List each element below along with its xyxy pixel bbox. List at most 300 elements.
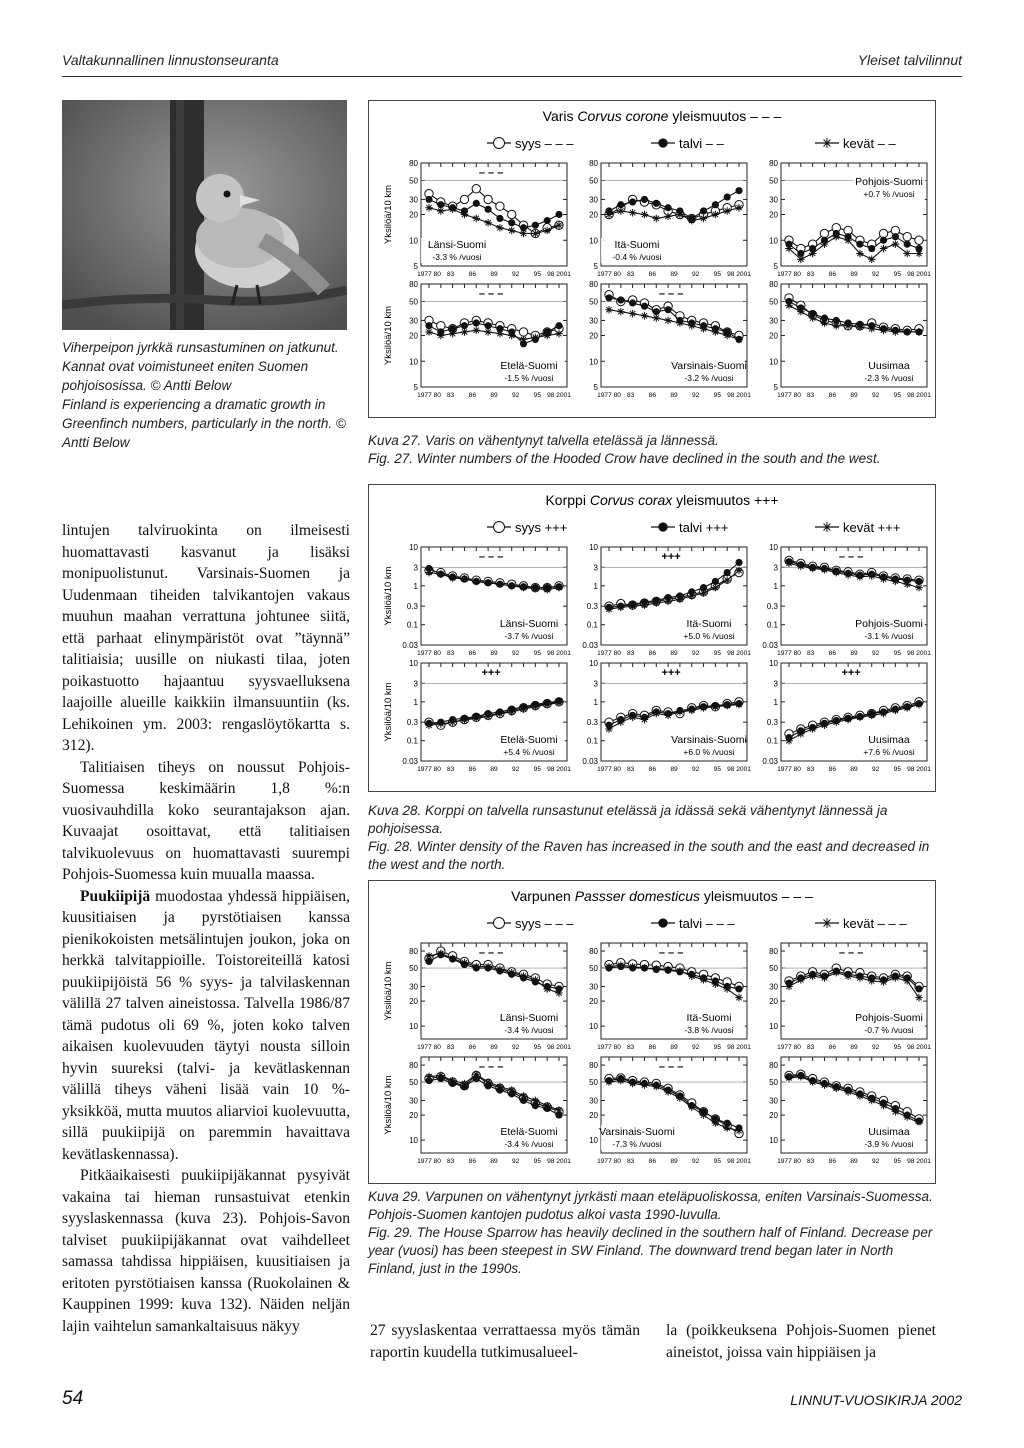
legend-label: talvi +++ bbox=[679, 520, 729, 535]
y-tick-label: 30 bbox=[409, 316, 418, 326]
x-tick-label: 83 bbox=[626, 766, 635, 773]
data-point bbox=[700, 207, 707, 214]
x-tick-label: 1977 80 bbox=[777, 650, 801, 657]
data-point bbox=[473, 319, 480, 326]
legend-label: syys – – – bbox=[515, 916, 574, 931]
series-line bbox=[429, 570, 559, 587]
region-panel bbox=[589, 943, 751, 1051]
series-kevat bbox=[605, 701, 743, 733]
data-point bbox=[508, 227, 516, 235]
x-tick-label: 86 bbox=[828, 392, 837, 399]
caption-fi: Kuva 27. Varis on vähentynyt talvella etelässä ja lännessä. bbox=[368, 433, 719, 448]
data-point bbox=[617, 207, 625, 215]
series-talvi bbox=[425, 565, 562, 591]
data-point bbox=[494, 918, 505, 929]
panel-significance: – – – bbox=[658, 947, 684, 959]
panel-trend: -3.4 % /vuosi bbox=[504, 1139, 554, 1149]
y-tick-label: 5 bbox=[593, 383, 598, 392]
data-point bbox=[555, 330, 563, 338]
data-point bbox=[676, 1094, 684, 1102]
data-point bbox=[712, 328, 720, 336]
panel-significance: +++ bbox=[481, 667, 501, 679]
x-tick-label: 89 bbox=[490, 271, 498, 278]
figure-28-caption bbox=[368, 802, 934, 874]
data-point bbox=[629, 310, 637, 318]
y-tick-label: 10 bbox=[409, 1022, 418, 1032]
region-panel bbox=[409, 159, 571, 278]
x-tick-label: 89 bbox=[850, 650, 858, 657]
panel-trend: +7.6 % /vuosi bbox=[863, 747, 915, 757]
y-tick-label: 20 bbox=[769, 210, 778, 220]
data-point bbox=[723, 332, 731, 340]
series-talvi bbox=[605, 559, 742, 611]
panel-significance: +++ bbox=[661, 551, 681, 563]
data-point bbox=[473, 200, 480, 207]
x-tick-label: 89 bbox=[670, 650, 678, 657]
y-tick-label: 3 bbox=[593, 563, 598, 573]
data-point bbox=[809, 725, 817, 733]
panel-trend: -3.2 % /vuosi bbox=[684, 373, 734, 383]
data-point bbox=[880, 237, 887, 244]
y-tick-label: 5 bbox=[773, 262, 778, 271]
x-tick-label: 98 2001 bbox=[547, 1044, 571, 1051]
x-tick-label: 98 2001 bbox=[727, 392, 751, 399]
y-tick-label: 10 bbox=[769, 1022, 778, 1032]
x-tick-label: 98 2001 bbox=[547, 766, 571, 773]
panel-trend: +5.4 % /vuosi bbox=[503, 747, 555, 757]
x-tick-label: 83 bbox=[446, 766, 455, 773]
y-tick-label: 20 bbox=[409, 210, 418, 220]
legend-item bbox=[815, 520, 900, 535]
figure-29-caption bbox=[368, 1188, 934, 1278]
panel-region-name: Varsinais-Suomi bbox=[599, 1126, 675, 1138]
figure-28-chart bbox=[369, 485, 935, 791]
panel-significance: – – – bbox=[478, 947, 504, 959]
y-tick-label: 10 bbox=[769, 543, 778, 552]
panel-trend: -3.3 % /vuosi bbox=[432, 252, 482, 262]
panel-trend: -3.7 % /vuosi bbox=[504, 631, 554, 641]
x-tick-label: 98 2001 bbox=[727, 766, 751, 773]
data-point bbox=[735, 559, 742, 566]
data-point bbox=[785, 245, 793, 253]
y-tick-label: 50 bbox=[409, 1078, 418, 1088]
paragraph: 27 syyslaskentaa verrattaessa myös tämän raportin kuudella tutkimusalueel- bbox=[370, 1322, 640, 1361]
x-tick-label: 86 bbox=[828, 1158, 837, 1165]
region-panel bbox=[769, 943, 931, 1051]
x-tick-label: 1977 80 bbox=[777, 1044, 801, 1051]
page-number: 54 bbox=[62, 1388, 84, 1409]
panel-region-name: Varsinais-Suomi bbox=[671, 360, 747, 372]
y-tick-label: 30 bbox=[589, 982, 598, 992]
y-tick-label: 0.1 bbox=[406, 620, 418, 630]
y-tick-label: 20 bbox=[769, 997, 778, 1007]
region-panel bbox=[769, 159, 931, 278]
x-tick-label: 1977 80 bbox=[417, 766, 441, 773]
x-tick-label: 92 bbox=[871, 650, 880, 657]
figure-title bbox=[545, 492, 778, 508]
x-tick-label: 1977 80 bbox=[597, 650, 621, 657]
data-point bbox=[658, 138, 667, 147]
x-tick-label: 86 bbox=[648, 1158, 657, 1165]
title-text: Varpunen bbox=[511, 888, 575, 904]
caption-en: Fig. 29. The House Sparrow has heavily declined in the southern half of Finland. Decrease per year (vuosi) has been steepest in SW Finland. The downward trend began later in North Finland, just in the 1990s. bbox=[368, 1225, 933, 1276]
panel-trend: -2.3 % /vuosi bbox=[864, 373, 914, 383]
series-kevat bbox=[605, 204, 743, 224]
data-point bbox=[821, 1081, 829, 1089]
data-point bbox=[425, 1073, 433, 1081]
figure-28 bbox=[368, 484, 936, 792]
data-point bbox=[653, 200, 660, 207]
data-point bbox=[532, 222, 539, 229]
data-point bbox=[723, 1124, 731, 1132]
data-point bbox=[629, 209, 637, 217]
x-tick-label: 89 bbox=[670, 1158, 678, 1165]
x-tick-label: 83 bbox=[446, 1158, 455, 1165]
x-tick-label: 89 bbox=[850, 766, 858, 773]
panel-region-name: Pohjois-Suomi bbox=[855, 1012, 923, 1024]
data-point bbox=[641, 211, 649, 219]
data-point bbox=[629, 714, 637, 722]
x-tick-label: 95 bbox=[533, 271, 542, 278]
region-panel bbox=[589, 1057, 751, 1165]
data-point bbox=[520, 230, 528, 238]
y-tick-label: 0.03 bbox=[582, 641, 598, 650]
region-panel bbox=[582, 659, 751, 773]
data-point bbox=[472, 327, 480, 335]
y-tick-label: 0.1 bbox=[586, 736, 598, 746]
x-tick-label: 95 bbox=[533, 766, 542, 773]
x-tick-label: 86 bbox=[648, 650, 657, 657]
y-tick-label: 0.1 bbox=[406, 736, 418, 746]
data-point bbox=[508, 210, 516, 218]
data-point bbox=[629, 198, 636, 205]
title-trend: yleismuutos +++ bbox=[672, 492, 779, 508]
data-point bbox=[519, 328, 527, 336]
data-point bbox=[712, 211, 720, 219]
y-tick-label: 0.03 bbox=[402, 757, 418, 766]
data-point bbox=[484, 328, 492, 336]
panel-trend: -3.4 % /vuosi bbox=[504, 1025, 554, 1035]
legend-item bbox=[815, 136, 897, 151]
x-tick-label: 92 bbox=[691, 392, 700, 399]
y-tick-label: 50 bbox=[589, 176, 598, 186]
x-tick-label: 89 bbox=[670, 1044, 678, 1051]
x-tick-label: 86 bbox=[648, 766, 657, 773]
x-tick-label: 98 2001 bbox=[547, 650, 571, 657]
x-tick-label: 83 bbox=[806, 766, 815, 773]
panel-region-name: Länsi-Suomi bbox=[427, 239, 487, 251]
data-point bbox=[915, 985, 922, 992]
data-point bbox=[461, 211, 469, 219]
data-point bbox=[544, 217, 551, 224]
y-tick-label: 10 bbox=[589, 1136, 598, 1146]
y-tick-label: 50 bbox=[769, 297, 778, 307]
y-tick-label: 20 bbox=[589, 331, 598, 341]
x-tick-label: 89 bbox=[670, 271, 678, 278]
x-tick-label: 86 bbox=[828, 271, 837, 278]
panel-trend: -3.9 % /vuosi bbox=[864, 1139, 914, 1149]
x-tick-label: 95 bbox=[893, 1158, 902, 1165]
legend-item bbox=[487, 520, 567, 535]
data-point bbox=[904, 241, 911, 248]
x-tick-label: 83 bbox=[806, 392, 815, 399]
panel-region-name: Uusimaa bbox=[868, 360, 910, 372]
x-tick-label: 92 bbox=[691, 650, 700, 657]
x-tick-label: 92 bbox=[511, 271, 520, 278]
data-point bbox=[735, 336, 743, 344]
legend-item bbox=[651, 916, 735, 931]
data-point bbox=[484, 195, 492, 203]
data-point bbox=[735, 204, 743, 212]
caption-en: Fig. 28. Winter density of the Raven has increased in the south and the east and decreased in the west and the north. bbox=[368, 839, 930, 872]
data-point bbox=[724, 193, 731, 200]
y-tick-label: 0.03 bbox=[402, 641, 418, 650]
series-talvi bbox=[785, 1072, 922, 1125]
data-point bbox=[797, 1073, 805, 1081]
x-tick-label: 86 bbox=[468, 766, 477, 773]
series-kevat bbox=[785, 1073, 923, 1127]
y-tick-label: 20 bbox=[769, 1111, 778, 1121]
region-panel bbox=[589, 159, 751, 278]
x-tick-label: 92 bbox=[511, 650, 520, 657]
series-kevat bbox=[785, 302, 923, 336]
x-tick-label: 89 bbox=[850, 271, 858, 278]
region-panel bbox=[769, 1057, 931, 1165]
x-tick-label: 83 bbox=[626, 271, 635, 278]
panel-trend: -0.4 % /vuosi bbox=[612, 252, 662, 262]
data-point bbox=[494, 138, 505, 149]
x-tick-label: 92 bbox=[871, 766, 880, 773]
y-tick-label: 10 bbox=[589, 543, 598, 552]
y-tick-label: 3 bbox=[413, 679, 418, 689]
x-tick-label: 86 bbox=[828, 650, 837, 657]
paragraph-text: muodostaa yhdessä hippiäisen, kuusitiaisen ja pyrstötiaisen kanssa pienikokoisten metsälintujen joukon, joka on herkkä talvitappioille. Toistoreiteillä katosi puukiipijöistä 56 % syys- ja talvilaskennan välillä 27 talven aineistossa. Talvella 1986/87 tämä pudotus oli 69 %, joten koko talven aikaisen kuolevuuden täytyi nousta silloin hyvin suureksi (talvi- ja kevätlaskennan välillä tiheys väheni lisää vain 10 %-yksikköä, mutta muutos aliarvioi kuolevuutta, sillä puukiipijä on paremmin havaittava kevätlaskennassa). bbox=[62, 887, 350, 1163]
legend-label: kevät +++ bbox=[843, 520, 901, 535]
legend-item bbox=[815, 916, 907, 931]
x-tick-label: 92 bbox=[871, 392, 880, 399]
x-tick-label: 92 bbox=[511, 1044, 520, 1051]
region-panel bbox=[769, 280, 931, 399]
caption-en: Fig. 27. Winter numbers of the Hooded Crow have declined in the south and the west. bbox=[368, 451, 881, 466]
caption-fi: Kuva 29. Varpunen on vähentynyt jyrkästi maan eteläpuoliskossa, eniten Varsinais-Suomessa. Pohjois-Suomen kantojen pudotus alkoi vasta 1990-luvulla. bbox=[368, 1189, 933, 1222]
greenfinch-photo bbox=[62, 100, 347, 330]
data-point bbox=[508, 219, 515, 226]
legend-label: kevät – – bbox=[843, 136, 896, 151]
data-point bbox=[658, 522, 667, 531]
panel-region-name: Itä-Suomi bbox=[614, 239, 660, 251]
data-point bbox=[496, 580, 504, 588]
data-point bbox=[461, 328, 469, 336]
figure-title bbox=[511, 888, 813, 904]
region-panel bbox=[762, 659, 931, 773]
series-line bbox=[429, 953, 559, 993]
panel-trend: -7.3 % /vuosi bbox=[612, 1139, 662, 1149]
region-panel bbox=[589, 280, 751, 399]
y-tick-label: 20 bbox=[589, 1111, 598, 1121]
y-tick-label: 1 bbox=[413, 581, 418, 591]
x-tick-label: 92 bbox=[871, 1158, 880, 1165]
series-kevat bbox=[605, 567, 743, 613]
y-axis-label: Yksilöä/10 km bbox=[383, 305, 394, 366]
data-point bbox=[915, 236, 923, 244]
data-point bbox=[797, 255, 805, 263]
data-point bbox=[496, 224, 504, 232]
x-tick-label: 98 2001 bbox=[727, 1158, 751, 1165]
y-tick-label: 20 bbox=[769, 331, 778, 341]
panel-significance: – – – bbox=[478, 288, 504, 300]
x-tick-label: 1977 80 bbox=[417, 392, 441, 399]
panel-significance: – – – bbox=[478, 167, 504, 179]
x-tick-label: 86 bbox=[468, 1158, 477, 1165]
panel-region-name: Etelä-Suomi bbox=[500, 360, 558, 372]
panel-significance: +++ bbox=[841, 667, 861, 679]
panel-trend: +6.0 % /vuosi bbox=[683, 747, 735, 757]
panel-region-name: Etelä-Suomi bbox=[500, 1126, 558, 1138]
y-tick-label: 80 bbox=[769, 159, 778, 168]
x-tick-label: 95 bbox=[893, 392, 902, 399]
y-tick-label: 10 bbox=[589, 659, 598, 668]
y-tick-label: 10 bbox=[409, 659, 418, 668]
data-point bbox=[641, 312, 649, 320]
y-tick-label: 0.1 bbox=[766, 736, 778, 746]
x-tick-label: 1977 80 bbox=[597, 271, 621, 278]
x-tick-label: 95 bbox=[713, 271, 722, 278]
journal-name: LINNUT-VUOSIKIRJA 2002 bbox=[790, 1392, 962, 1408]
y-tick-label: 1 bbox=[773, 581, 778, 591]
x-tick-label: 83 bbox=[626, 392, 635, 399]
data-point bbox=[605, 211, 613, 219]
series-talvi bbox=[425, 196, 562, 231]
legend-label: talvi – – bbox=[679, 136, 724, 151]
data-point bbox=[555, 1106, 563, 1114]
y-tick-label: 10 bbox=[589, 357, 598, 367]
x-tick-label: 1977 80 bbox=[597, 766, 621, 773]
panel-significance: – – – bbox=[838, 551, 864, 563]
y-tick-label: 0.3 bbox=[586, 602, 598, 612]
y-tick-label: 80 bbox=[409, 280, 418, 289]
x-tick-label: 1977 80 bbox=[777, 271, 801, 278]
data-point bbox=[653, 308, 660, 315]
title-text: Korppi bbox=[545, 492, 590, 508]
panel-significance: – – – bbox=[478, 551, 504, 563]
data-point bbox=[820, 229, 828, 237]
y-tick-label: 50 bbox=[589, 297, 598, 307]
x-tick-label: 98 2001 bbox=[907, 1158, 931, 1165]
x-tick-label: 95 bbox=[713, 1158, 722, 1165]
x-tick-label: 1977 80 bbox=[417, 1044, 441, 1051]
data-point bbox=[822, 918, 832, 928]
data-point bbox=[712, 1119, 720, 1127]
y-tick-label: 50 bbox=[589, 964, 598, 974]
bottom-text-middle bbox=[370, 1320, 640, 1363]
data-point bbox=[425, 569, 433, 577]
x-tick-label: 98 2001 bbox=[547, 1158, 571, 1165]
x-tick-label: 83 bbox=[626, 650, 635, 657]
x-tick-label: 83 bbox=[446, 650, 455, 657]
x-tick-label: 98 2001 bbox=[727, 1044, 751, 1051]
data-point bbox=[822, 522, 832, 532]
data-point bbox=[809, 314, 817, 322]
body-column bbox=[62, 520, 350, 1337]
y-tick-label: 80 bbox=[409, 159, 418, 168]
x-tick-label: 1977 80 bbox=[597, 1044, 621, 1051]
y-tick-label: 30 bbox=[589, 1096, 598, 1106]
region-panel bbox=[402, 543, 571, 657]
x-tick-label: 89 bbox=[850, 1158, 858, 1165]
legend-item bbox=[651, 136, 725, 151]
data-point bbox=[617, 308, 625, 316]
data-point bbox=[543, 332, 551, 340]
y-tick-label: 80 bbox=[769, 947, 778, 957]
data-point bbox=[665, 306, 672, 313]
panel-significance: – – – bbox=[478, 1061, 504, 1073]
y-tick-label: 0.3 bbox=[766, 718, 778, 728]
x-tick-label: 95 bbox=[533, 1158, 542, 1165]
data-point bbox=[903, 233, 911, 241]
data-point bbox=[543, 1102, 551, 1110]
data-point bbox=[496, 202, 504, 210]
y-tick-label: 50 bbox=[589, 1078, 598, 1088]
figure-27-chart bbox=[369, 101, 935, 417]
x-tick-label: 83 bbox=[446, 392, 455, 399]
y-tick-label: 3 bbox=[413, 563, 418, 573]
series-kevat bbox=[425, 204, 563, 237]
panel-region-name: Varsinais-Suomi bbox=[671, 734, 747, 746]
y-tick-label: 80 bbox=[589, 1061, 598, 1071]
data-point bbox=[735, 985, 742, 992]
data-point bbox=[641, 1081, 649, 1089]
figure-27 bbox=[368, 100, 936, 418]
x-tick-label: 83 bbox=[626, 1158, 635, 1165]
y-tick-label: 0.3 bbox=[586, 718, 598, 728]
series-syys bbox=[785, 224, 923, 253]
data-point bbox=[652, 314, 660, 322]
y-tick-label: 10 bbox=[769, 1136, 778, 1146]
region-panel bbox=[409, 1057, 571, 1165]
photo-caption-fi: Viherpeipon jyrkkä runsastuminen on jatkunut. Kannat ovat voimistuneet eniten Suomen pohjoisosissa. © Antti Below bbox=[62, 340, 339, 393]
data-point bbox=[658, 918, 667, 927]
data-point bbox=[735, 994, 743, 1002]
data-point bbox=[664, 317, 672, 325]
data-point bbox=[665, 204, 672, 211]
y-tick-label: 0.1 bbox=[766, 620, 778, 630]
x-tick-label: 86 bbox=[468, 1044, 477, 1051]
data-point bbox=[425, 196, 432, 203]
x-tick-label: 98 2001 bbox=[907, 766, 931, 773]
running-header-left: Valtakunnallinen linnustonseuranta bbox=[62, 52, 279, 68]
series-line bbox=[789, 704, 919, 738]
data-point bbox=[605, 1078, 613, 1086]
region-panel bbox=[582, 543, 751, 657]
data-point bbox=[496, 330, 504, 338]
y-tick-label: 3 bbox=[773, 679, 778, 689]
x-tick-label: 1977 80 bbox=[777, 766, 801, 773]
title-species: Passser domesticus bbox=[574, 888, 701, 904]
x-tick-label: 95 bbox=[533, 392, 542, 399]
data-point bbox=[879, 229, 887, 237]
x-tick-label: 98 2001 bbox=[547, 271, 571, 278]
series-line bbox=[609, 573, 739, 607]
series-line bbox=[429, 701, 559, 723]
x-tick-label: 89 bbox=[670, 392, 678, 399]
y-tick-label: 30 bbox=[769, 1096, 778, 1106]
x-tick-label: 86 bbox=[648, 392, 657, 399]
data-point bbox=[641, 303, 648, 310]
paragraph bbox=[62, 886, 350, 1166]
data-point bbox=[723, 207, 731, 215]
legend-label: talvi – – – bbox=[679, 916, 735, 931]
data-point bbox=[496, 1083, 504, 1091]
